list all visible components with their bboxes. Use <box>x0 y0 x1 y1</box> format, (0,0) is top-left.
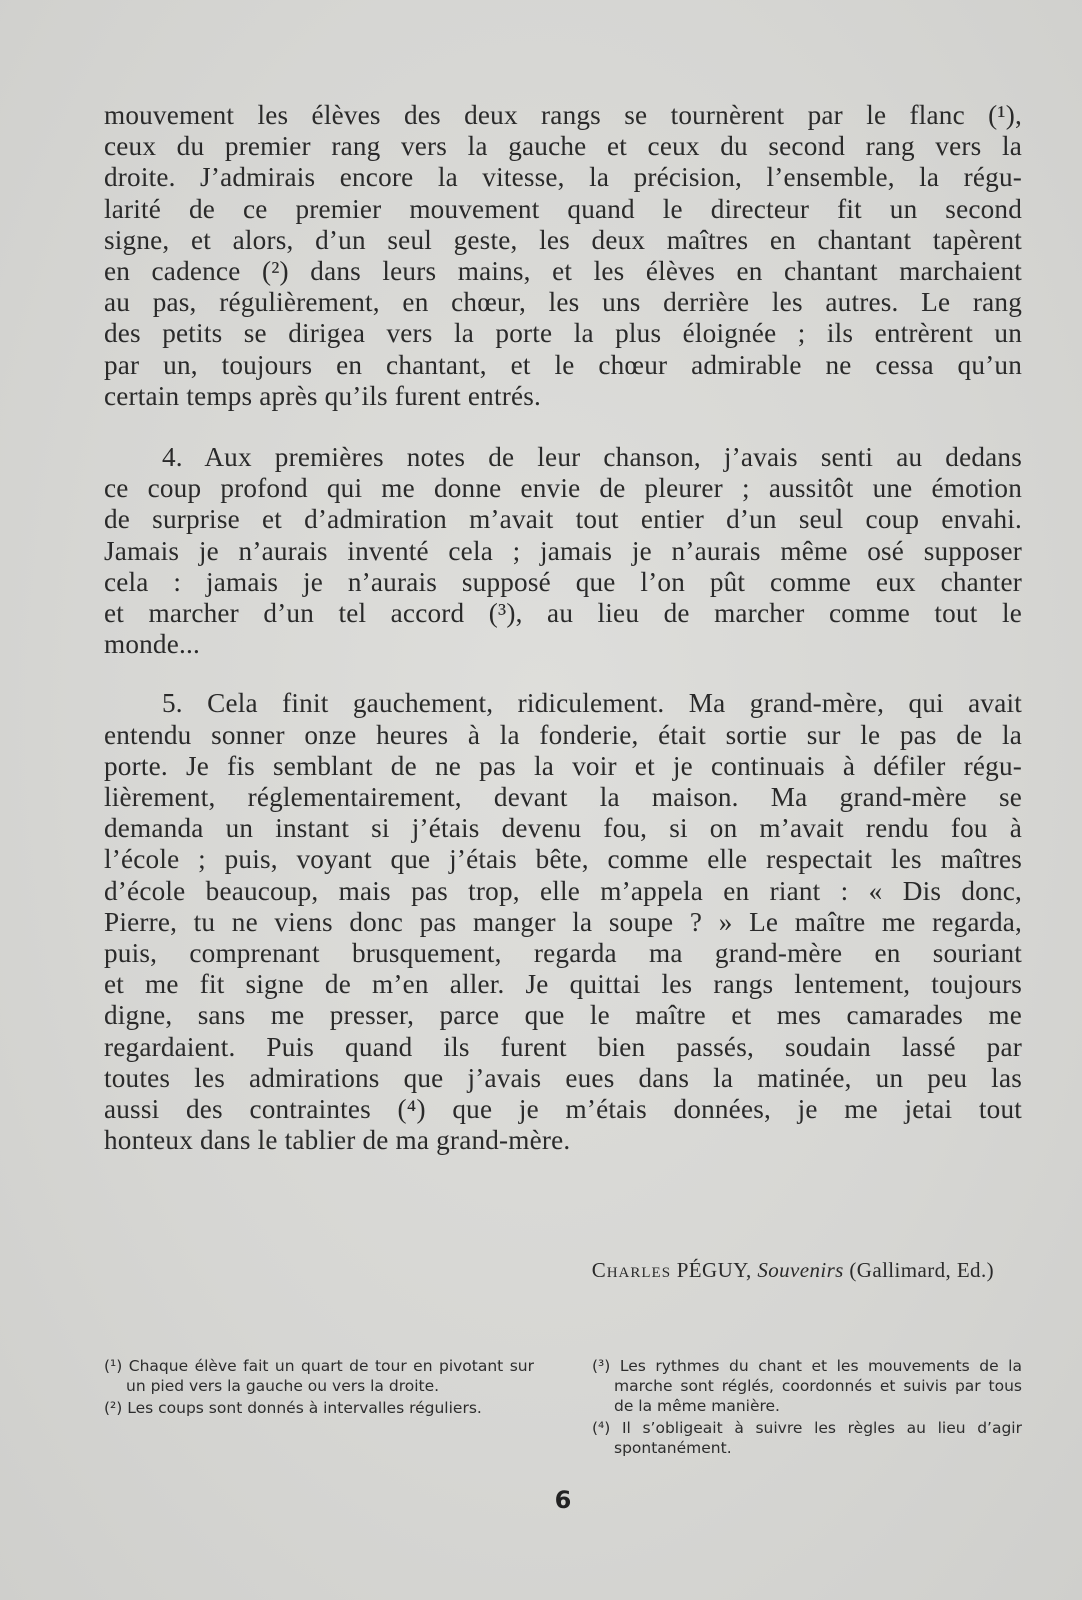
paragraph-5 <box>104 688 1022 1156</box>
attribution <box>104 1258 994 1283</box>
paragraph-4 <box>104 442 1022 660</box>
author-first-name: Charles <box>591 1258 672 1282</box>
page-number: 6 <box>554 1486 572 1514</box>
text-line: et me fit signe de m’en aller. Je quittai les rangs lentement, toujours <box>104 969 1022 1000</box>
footnote-3: (³) Les rythmes du chant et les mouvements de la marche sont réglés, coordonnés et suivis par tous de la même manière. <box>592 1357 1022 1415</box>
work-title: Souvenirs <box>757 1258 844 1282</box>
text-line: d’école beaucoup, mais pas trop, elle m’appela en riant : « Dis donc, <box>104 875 1022 906</box>
text-line: ce coup profond qui me donne envie de pleurer ; aussitôt une émotion <box>104 473 1022 504</box>
text-line: porte. Je fis semblant de ne pas la voir et je continuais à défiler régu- <box>104 750 1022 781</box>
text-line: Jamais je n’aurais inventé cela ; jamais je n’aurais même osé supposer <box>104 535 1022 566</box>
text-line: monde... <box>104 629 200 660</box>
paragraph-intro <box>104 100 1022 412</box>
footnote-1: (¹) Chaque élève fait un quart de tour en pivotant sur un pied vers la gauche ou vers la droite. <box>104 1357 534 1395</box>
text-line: digne, sans me presser, parce que le maître et mes camarades me <box>104 1000 1022 1031</box>
text-line: signe, et alors, d’un seul geste, les deux maîtres en chantant tapèrent <box>104 224 1022 255</box>
text-line: entendu sonner onze heures à la fonderie, était sortie sur le pas de la <box>104 719 1022 750</box>
text-line: droite. J’admirais encore la vitesse, la précision, l’ensemble, la régu- <box>104 162 1022 193</box>
text-line: regardaient. Puis quand ils furent bien passés, soudain lassé par <box>104 1031 1022 1062</box>
text-line: aussi des contraintes (⁴) que je m’étais données, je me jetai tout <box>104 1094 1022 1125</box>
text-line: ceux du premier rang vers la gauche et ceux du second rang vers la <box>104 131 1022 162</box>
text-line: 4. Aux premières notes de leur chanson, j’avais senti au dedans <box>162 442 1022 473</box>
footnotes-left-column <box>104 1356 534 1460</box>
text-line: de surprise et d’admiration m’avait tout entier d’un seul coup envahi. <box>104 504 1022 535</box>
text-line: en cadence (²) dans leurs mains, et les élèves en chantant marchaient <box>104 256 1022 287</box>
text-line: cela : jamais je n’aurais supposé que l’on pût comme eux chanter <box>104 566 1022 597</box>
text-line: 5. Cela finit gauchement, ridiculement. Ma grand-mère, qui avait <box>162 688 1022 719</box>
text-line: l’école ; puis, voyant que j’étais bête, comme elle respectait les maîtres <box>104 844 1022 875</box>
page-content <box>104 100 1022 1514</box>
text-line: lièrement, réglementairement, devant la maison. Ma grand-mère se <box>104 782 1022 813</box>
text-line: des petits se dirigea vers la porte la plus éloignée ; ils entrèrent un <box>104 318 1022 349</box>
text-line: toutes les admirations que j’avais eues dans la matinée, un peu las <box>104 1062 1022 1093</box>
footnote-4: (⁴) Il s’obligeait à suivre les règles au lieu d’agir spontanément. <box>592 1419 1022 1457</box>
text-line: honteux dans le tablier de ma grand-mère. <box>104 1125 571 1156</box>
text-line: mouvement les élèves des deux rangs se tournèrent par le flanc (¹), <box>104 100 1022 130</box>
text-line: larité de ce premier mouvement quand le directeur fit un second <box>104 193 1022 224</box>
text-line: demanda un instant si j’étais devenu fou, si on m’avait rendu fou à <box>104 813 1022 844</box>
footnote-2: (²) Les coups sont donnés à intervalles réguliers. <box>104 1399 482 1417</box>
author-surname: PÉGUY, <box>676 1258 752 1282</box>
footnotes <box>104 1356 1022 1460</box>
text-line: certain temps après qu’ils furent entrés. <box>104 380 542 411</box>
text-line: par un, toujours en chantant, et le chœur admirable ne cessa qu’un <box>104 349 1022 380</box>
text-line: au pas, régulièrement, en chœur, les uns derrière les autres. Le rang <box>104 287 1022 318</box>
text-line: Pierre, tu ne viens donc pas manger la soupe ? » Le maître me regarda, <box>104 906 1022 937</box>
publisher: (Gallimard, Ed.) <box>849 1258 994 1282</box>
text-line: et marcher d’un tel accord (³), au lieu de marcher comme tout le <box>104 598 1022 629</box>
footnotes-right-column <box>592 1356 1022 1460</box>
text-line: puis, comprenant brusquement, regarda ma grand-mère en souriant <box>104 938 1022 969</box>
